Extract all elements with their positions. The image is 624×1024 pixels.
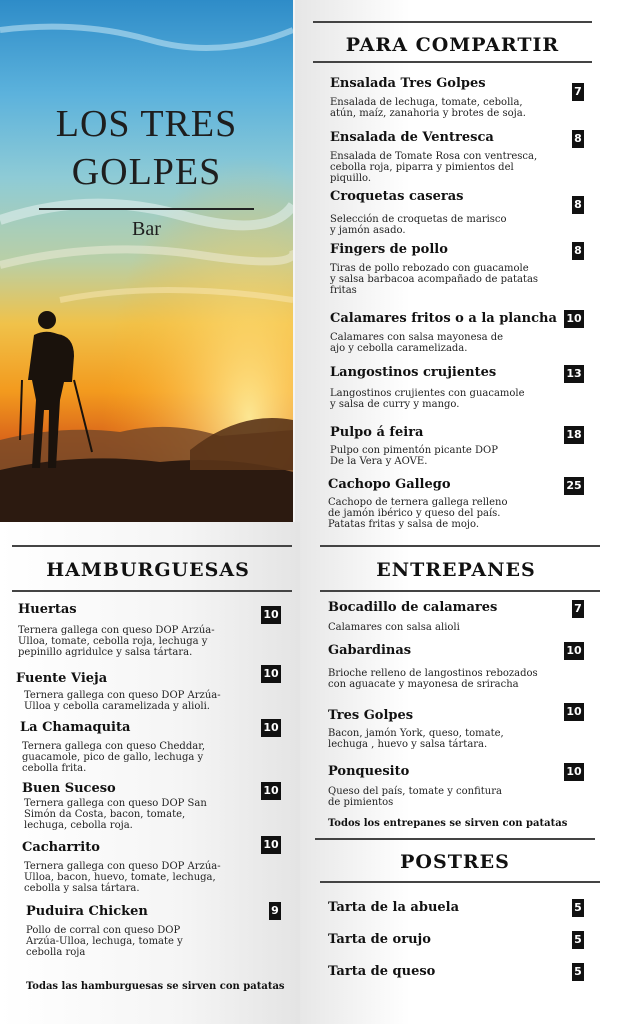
price-badge: 8 [572,196,584,214]
price-badge: 10 [261,719,281,737]
menu-item [328,764,502,808]
price-badge: 25 [564,477,584,495]
price-badge: 5 [572,931,584,949]
item-description: Calamares con salsa alioli [328,622,460,633]
brand-title-line2: GOLPES [71,151,222,193]
item-name: Tres Golpes [328,708,414,723]
menu-item [330,130,537,184]
item-description: Ternera gallega con queso DOP Arzúa- Ulloa, tomate, cebolla roja, lechuga y pepinillo agridulce y salsa tártara. [18,625,215,658]
menu-item [26,904,183,958]
item-name: Ensalada Tres Golpes [330,76,486,91]
item-description: Ensalada de lechuga, tomate, cebolla, atún, maíz, zanahoria y brotes de soja. [330,97,526,119]
menu-item [330,365,525,410]
item-name: Fingers de pollo [330,242,448,257]
sandwiches-note: Todos los entrepanes se sirven con patatas [328,818,568,829]
price-badge: 10 [261,782,281,800]
menu-item [330,311,557,354]
burgers-note: Todas las hamburguesas se sirven con patatas [26,981,285,992]
price-badge: 8 [572,242,584,260]
item-description: Ternera gallega con queso DOP San Simón da Costa, bacon, tomate, lechuga, cebolla roja. [24,798,207,831]
price-badge: 5 [572,963,584,981]
price-badge: 5 [572,899,584,917]
item-name: Ensalada de Ventresca [330,130,494,145]
price-badge: 10 [261,665,281,683]
item-description: Queso del país, tomate y confitura de pimientos [328,786,502,808]
item-name: Cacharrito [22,840,100,855]
price-badge: 10 [564,310,584,328]
item-description: Pollo de corral con queso DOP Arzúa-Ulloa, lechuga, tomate y cebolla roja [26,925,183,958]
brand-title-line1: LOS TRES [55,103,238,145]
dessert-name: Tarta de la abuela [328,900,460,915]
price-badge: 9 [269,902,281,920]
item-description: Cachopo de ternera gallega relleno de jamón ibérico y queso del país. Patatas fritas y salsa de mojo. [328,497,508,530]
item-name: Puduira Chicken [26,904,148,919]
item-description: Ensalada de Tomate Rosa con ventresca, cebolla roja, piparra y pimientos del piquillo. [330,151,538,184]
divider [320,881,600,883]
price-badge: 13 [564,365,584,383]
item-name: Langostinos crujientes [330,365,497,380]
item-description: Calamares con salsa mayonesa de ajo y cebolla caramelizada. [330,332,504,354]
menu-item [328,643,538,690]
divider [12,545,292,547]
item-name: Calamares fritos o a la plancha [330,311,557,326]
menu-item [328,708,504,750]
divider [315,838,595,840]
price-badge: 7 [572,83,584,101]
item-name: Buen Suceso [22,781,116,796]
price-badge: 18 [564,426,584,444]
item-name: Gabardinas [328,643,412,658]
section-title-compartir: PARA COMPARTIR [345,34,560,56]
brand-divider [39,208,254,210]
dessert-name: Tarta de orujo [328,932,431,947]
price-badge: 10 [564,703,584,721]
price-badge: 10 [261,606,281,624]
price-badge: 10 [564,763,584,781]
hero-photo [0,0,293,522]
section-title-postres: POSTRES [400,851,510,873]
price-badge: 10 [261,836,281,854]
item-description: Brioche relleno de langostinos rebozados con aguacate y mayonesa de sriracha [328,668,538,690]
menu-item [16,671,221,712]
menu-item [20,720,205,774]
menu-item [330,76,526,119]
price-badge: 10 [564,642,584,660]
menu-item [330,242,538,296]
item-name: Ponquesito [328,764,410,779]
price-badge: 8 [572,130,584,148]
item-name: Croquetas caseras [330,189,464,204]
item-name: Huertas [18,602,77,617]
menu-item [330,425,498,467]
menu-item [22,840,221,894]
menu-item [328,477,507,530]
divider [320,590,600,592]
item-description: Pulpo con pimentón picante DOP De la Vera y AOVE. [330,445,498,467]
item-name: Cachopo Gallego [328,477,451,492]
dessert-name: Tarta de queso [328,964,436,979]
brand-subtitle: Bar [132,218,161,240]
item-name: Bocadillo de calamares [328,600,498,615]
price-badge: 7 [572,600,584,618]
item-description: Selección de croquetas de marisco y jamón asado. [330,214,507,236]
divider [320,545,600,547]
item-description: Bacon, jamón York, queso, tomate, lechuga , huevo y salsa tártara. [328,728,504,750]
section-title-entrepanes: ENTREPANES [376,559,536,581]
section-title-hamburguesas: HAMBURGUESAS [46,559,250,581]
menu-item [22,781,207,831]
divider [12,590,292,592]
item-name: Pulpo á feira [330,425,424,440]
menu-item [330,189,507,236]
brand-block [0,100,293,241]
divider [313,21,592,23]
item-description: Ternera gallega con queso DOP Arzúa- Ulloa, bacon, huevo, tomate, lechuga, cebolla y salsa tártara. [24,861,221,894]
item-name: Fuente Vieja [16,671,108,686]
menu-item [328,600,497,633]
menu-item [18,602,215,658]
item-description: Langostinos crujientes con guacamole y salsa de curry y mango. [330,388,525,410]
item-description: Ternera gallega con queso DOP Arzúa- Ulloa y cebolla caramelizada y alioli. [24,690,221,712]
divider [313,61,592,63]
item-description: Ternera gallega con queso Cheddar, guacamole, pico de gallo, lechuga y cebolla frita. [22,741,206,774]
item-name: La Chamaquita [20,720,131,735]
item-description: Tiras de pollo rebozado con guacamole y salsa barbacoa acompañado de patatas fritas [330,263,539,296]
